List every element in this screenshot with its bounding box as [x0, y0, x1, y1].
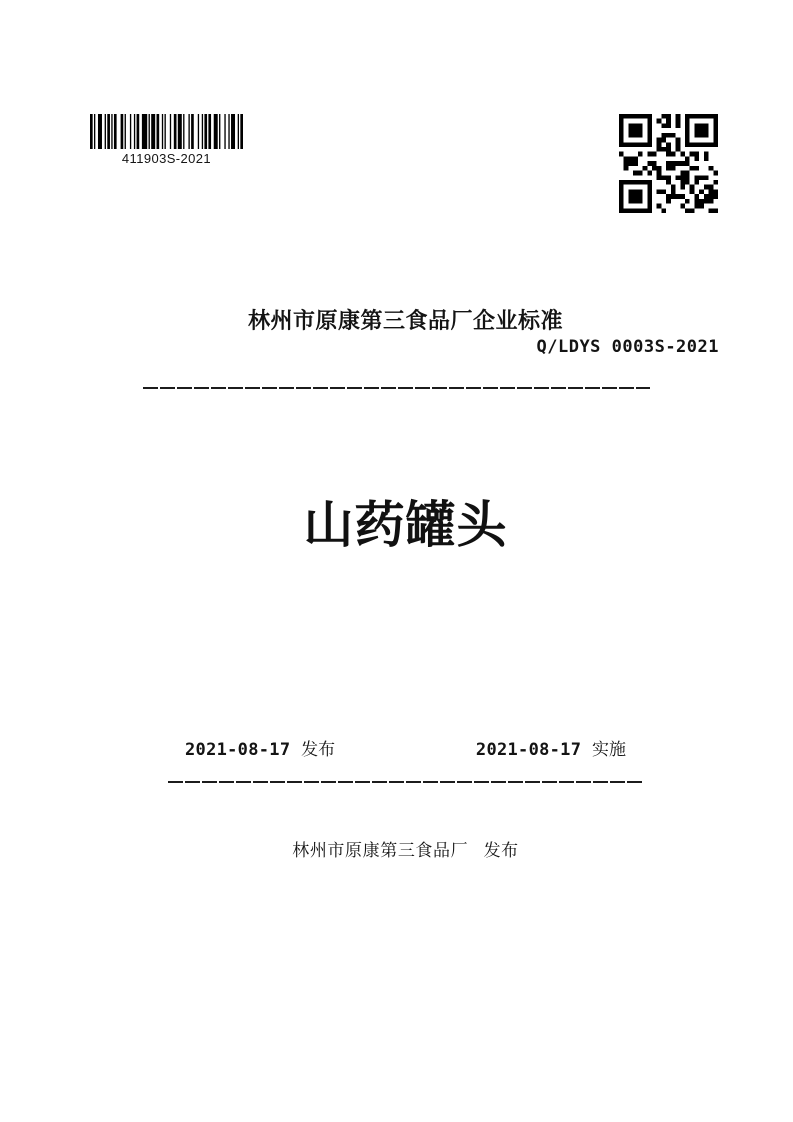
implement-date-line	[476, 735, 626, 760]
issue-date-value: 2021-08-17	[185, 740, 291, 760]
implement-date-value: 2021-08-17	[475, 740, 582, 760]
barcode-label: 411903S-2021	[121, 151, 212, 166]
standard-number: Q/LDYS 0003S-2021	[536, 337, 719, 357]
org-standard-heading: 林州市原康第三食品厂企业标准	[247, 308, 563, 333]
publisher-name: 林州市原康第三食品厂	[292, 841, 469, 860]
publisher-action: 发布	[483, 841, 519, 860]
publisher-line	[18, 836, 793, 861]
barcode-icon	[90, 114, 243, 149]
qr-code-icon	[619, 114, 718, 213]
divider-top	[143, 387, 650, 389]
document-title: 山药罐头	[303, 497, 508, 553]
barcode-block	[90, 114, 243, 166]
issue-date-label: 发布	[301, 740, 336, 759]
divider-bottom	[168, 781, 642, 783]
implement-date-label: 实施	[592, 740, 626, 759]
issue-date-line	[185, 735, 335, 760]
